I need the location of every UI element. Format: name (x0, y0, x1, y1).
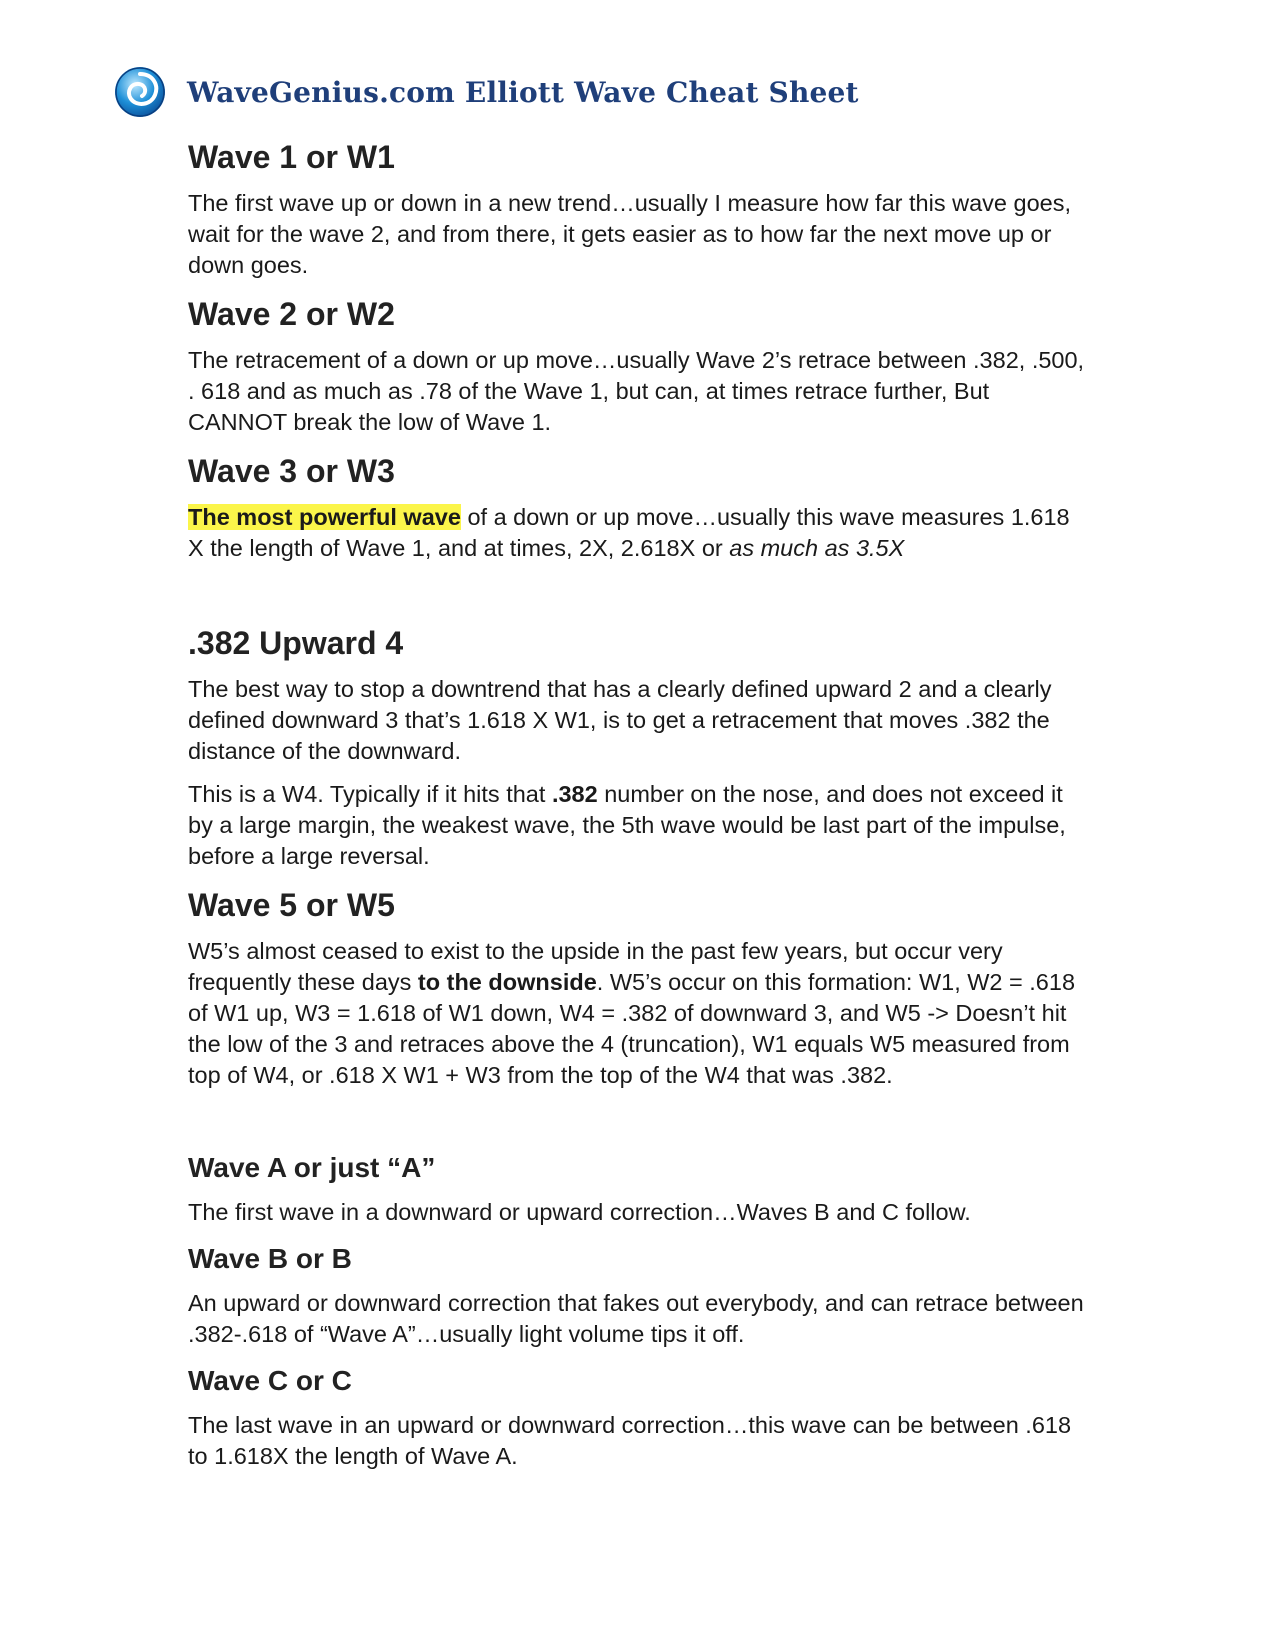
spacer (188, 578, 1088, 624)
section-wave-3 (188, 452, 1088, 564)
section-paragraph: The last wave in an upward or downward correction…this wave can be between .618 to 1.618X the length of Wave A. (188, 1412, 1072, 1469)
paragraph-text: W5’s almost ceased to exist to the upside in the past few years, but occur very frequently these days (188, 938, 1003, 995)
bold-text: to the downside (417, 969, 597, 995)
section-heading: Wave 1 or W1 (188, 139, 395, 175)
paragraph-text: number on the nose, and does not exceed it by a large margin, the weakest wave, the 5th wave would be last part of the impulse, before a large reversal. (188, 781, 1066, 869)
paragraph-text: of a down or up move…usually this wave measures 1.618 X the length of Wave 1, and at times, 2X, 2.618X or (188, 504, 1070, 561)
section-heading: Wave B or B (188, 1243, 352, 1274)
section-paragraph: The retracement of a down or up move…usually Wave 2’s retrace between .382, .500, . 618 and as much as .78 of the Wave 1, but can, at times retrace further, But CANNOT break the low of Wave 1. (188, 347, 1085, 435)
bold-text: .382 (551, 781, 598, 807)
section-wave-1 (188, 138, 1088, 281)
section-paragraph (188, 502, 1088, 564)
section-paragraph: An upward or downward correction that fakes out everybody, and can retrace between .382-.618 of “Wave A”…usually light volume tips it off. (188, 1290, 1084, 1347)
highlighted-text: The most powerful wave (188, 504, 461, 530)
section-paragraph (188, 936, 1088, 1091)
italic-text: as much as 3.5X (729, 535, 905, 561)
section-paragraph: The best way to stop a downtrend that has a clearly defined upward 2 and a clearly defined downward 3 that’s 1.618 X W1, is to get a retracement that moves .382 the distance of the downward. (188, 676, 1052, 764)
section-paragraph: The first wave in a downward or upward correction…Waves B and C follow. (188, 1199, 971, 1225)
document-body (188, 138, 1088, 1486)
section-heading: Wave 5 or W5 (188, 887, 395, 923)
section-paragraph: The first wave up or down in a new trend…usually I measure how far this wave goes, wait for the wave 2, and from there, it gets easier as to how far the next move up or down goes. (188, 190, 1071, 278)
section-heading: Wave A or just “A” (188, 1152, 436, 1183)
section-heading: Wave 2 or W2 (188, 296, 395, 332)
spacer (188, 1105, 1088, 1151)
document-header (113, 64, 859, 120)
paragraph-text: . W5’s occur on this formation: W1, W2 = .618 of W1 up, W3 = 1.618 of W1 down, W4 = .382 of downward 3, and W5 -> Doesn’t hit the low of the 3 and retraces above the 4 (truncation), W1 equals W5 measured from top of W4, or .618 X W1 + W3 from the top of the W4 that was .382. (188, 969, 1076, 1088)
section-heading: Wave C or C (188, 1365, 352, 1396)
blue-swirl-logo-icon (113, 65, 167, 119)
section-wave-5 (188, 886, 1088, 1091)
section-wave-b (188, 1242, 1088, 1350)
section-heading: .382 Upward 4 (188, 625, 404, 661)
section-wave-a (188, 1151, 1088, 1228)
section-heading: Wave 3 or W3 (188, 453, 395, 489)
section-wave-2 (188, 295, 1088, 438)
section-upward-4 (188, 624, 1088, 872)
section-wave-c (188, 1364, 1088, 1472)
paragraph-text: This is a W4. Typically if it hits that (188, 781, 552, 807)
section-paragraph (188, 779, 1088, 872)
document-title: WaveGenius.com Elliott Wave Cheat Sheet (187, 75, 859, 109)
